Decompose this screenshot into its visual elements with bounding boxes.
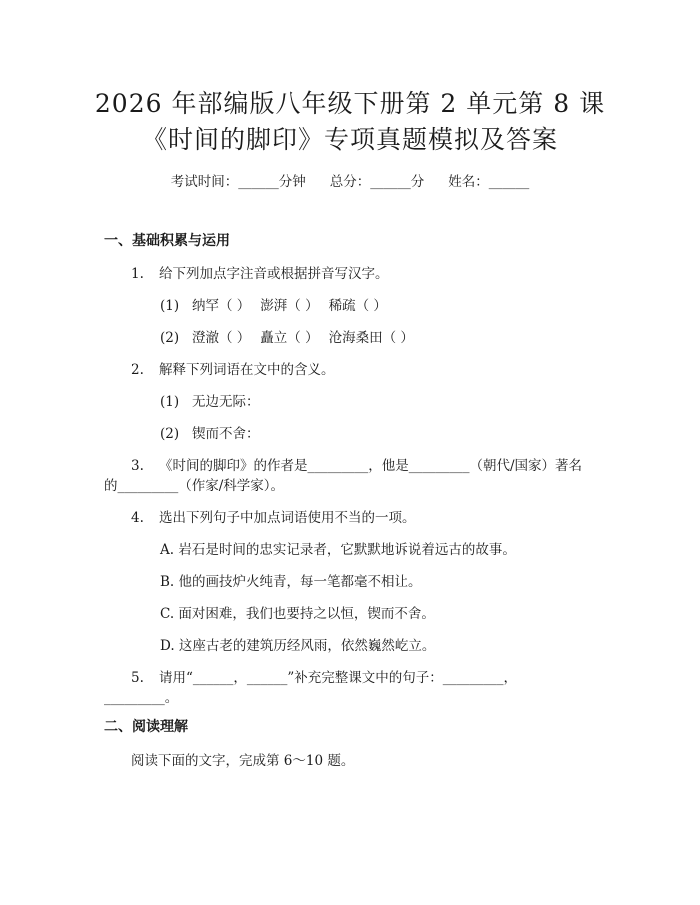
item-text: 稀疏（ ） <box>328 298 387 314</box>
question-text: 给下列加点字注音或根据拼音写汉字。 <box>159 266 389 282</box>
question-1-row-2 <box>160 326 414 346</box>
question-number: 3. <box>131 458 144 474</box>
exam-time-field: 考试时间：______分钟 <box>170 174 306 190</box>
item-text: 澎湃（ ） <box>260 298 319 314</box>
question-number: 1. <box>131 266 144 282</box>
page-title-line1: 2026 年部编版八年级下册第 2 单元第 8 课 <box>94 89 606 118</box>
question-5 <box>131 666 517 686</box>
question-number: 5. <box>131 670 144 686</box>
question-2-row-2 <box>160 422 260 442</box>
question-1 <box>131 262 389 282</box>
option-d: D. 这座古老的建筑历经风雨，依然巍然屹立。 <box>160 638 436 654</box>
question-2-row-1 <box>160 390 260 410</box>
item-text: 锲而不舍： <box>192 426 260 442</box>
question-3 <box>131 454 582 474</box>
question-number: 4. <box>131 510 144 526</box>
question-5-continuation: _________。 <box>104 690 179 706</box>
item-text: 矗立（ ） <box>260 330 319 346</box>
student-name-field: 姓名：______ <box>448 174 530 190</box>
item-text: 澄澈（ ） <box>192 330 251 346</box>
question-4 <box>131 506 416 526</box>
option-b: B. 他的画技炉火纯青，每一笔都毫不相让。 <box>160 574 422 590</box>
option-a: A. 岩石是时间的忠实记录者，它默默地诉说着远古的故事。 <box>160 542 516 558</box>
question-text: 选出下列句子中加点词语使用不当的一项。 <box>159 510 416 526</box>
section-heading-basics: 一、基础积累与运用 <box>104 233 230 249</box>
page-title-line2: 《时间的脚印》专项真题模拟及答案 <box>141 125 558 154</box>
sub-number: (2) <box>160 330 180 346</box>
sub-number: (1) <box>160 298 180 314</box>
item-text: 无边无际： <box>192 394 260 410</box>
question-number: 2. <box>131 362 144 378</box>
sub-number: (2) <box>160 426 180 442</box>
item-text: 纳罕（ ） <box>192 298 251 314</box>
question-text: 《时间的脚印》的作者是_________，他是_________（朝代/国家）著名 <box>159 458 583 474</box>
question-1-row-1 <box>160 294 387 314</box>
option-c: C. 面对困难，我们也要持之以恒，锲而不舍。 <box>160 606 435 622</box>
reading-instruction: 阅读下面的文字，完成第 6～10 题。 <box>131 753 355 769</box>
question-3-continuation: 的_________（作家/科学家）。 <box>104 478 285 494</box>
item-text: 沧海桑田（ ） <box>328 330 414 346</box>
sub-number: (1) <box>160 394 180 410</box>
total-score-field: 总分：______分 <box>329 174 425 190</box>
section-heading-reading: 二、阅读理解 <box>104 719 188 735</box>
exam-info-row <box>0 170 700 190</box>
question-text: 请用“______，______”补充完整课文中的句子：_________， <box>159 670 518 686</box>
question-text: 解释下列词语在文中的含义。 <box>159 362 335 378</box>
question-2 <box>131 358 335 378</box>
